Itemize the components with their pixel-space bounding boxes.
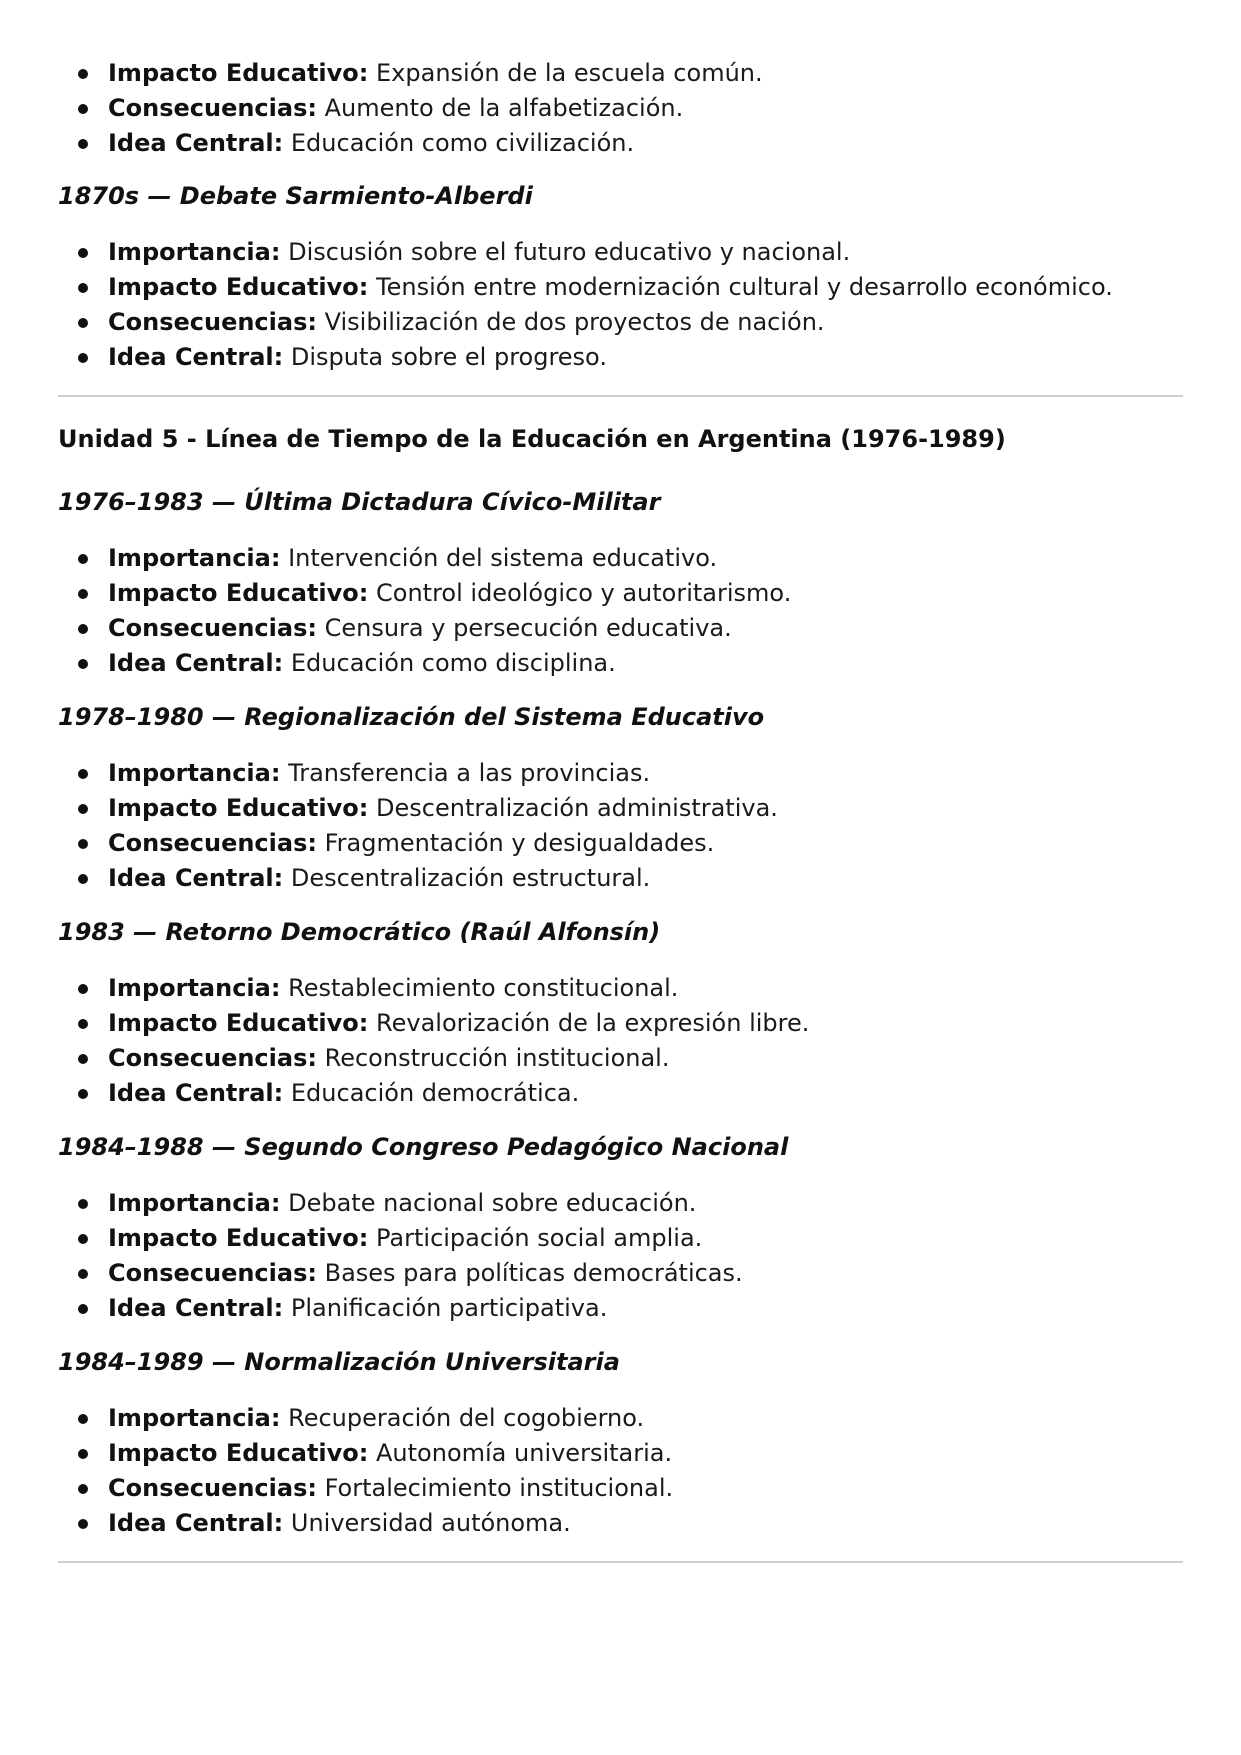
section-heading-1983: 1983 — Retorno Democrático (Raúl Alfonsín) bbox=[58, 918, 661, 946]
item-label: Importancia: bbox=[108, 1404, 281, 1432]
item-text: Bases para políticas democráticas. bbox=[324, 1259, 743, 1287]
list-item bbox=[58, 1471, 1183, 1506]
item-text: Discusión sobre el futuro educativo y nacional. bbox=[288, 238, 851, 266]
list-item bbox=[58, 791, 1183, 826]
item-text: Universidad autónoma. bbox=[290, 1509, 571, 1537]
section-heading-1976: 1976–1983 — Última Dictadura Cívico-Militar bbox=[58, 488, 661, 516]
item-text: Intervención del sistema educativo. bbox=[288, 544, 718, 572]
item-label: Impacto Educativo: bbox=[108, 794, 369, 822]
list-item bbox=[58, 56, 1183, 91]
item-label: Idea Central: bbox=[108, 864, 284, 892]
list-item bbox=[58, 611, 1183, 646]
item-label: Importancia: bbox=[108, 1189, 281, 1217]
item-text: Visibilización de dos proyectos de nación. bbox=[324, 308, 825, 336]
section-heading-1978: 1978–1980 — Regionalización del Sistema Educativo bbox=[58, 703, 765, 731]
list-item bbox=[58, 1401, 1183, 1436]
item-label: Consecuencias: bbox=[108, 1259, 317, 1287]
item-text: Expansión de la escuela común. bbox=[376, 59, 763, 87]
item-text: Reconstrucción institucional. bbox=[324, 1044, 670, 1072]
item-text: Educación democrática. bbox=[290, 1079, 580, 1107]
item-label: Idea Central: bbox=[108, 129, 284, 157]
list-item bbox=[58, 235, 1183, 270]
item-text: Descentralización administrativa. bbox=[376, 794, 778, 822]
item-text: Aumento de la alfabetización. bbox=[324, 94, 684, 122]
item-label: Consecuencias: bbox=[108, 1044, 317, 1072]
item-text: Educación como civilización. bbox=[290, 129, 635, 157]
item-text: Debate nacional sobre educación. bbox=[288, 1189, 697, 1217]
item-label: Impacto Educativo: bbox=[108, 1224, 369, 1252]
list-item bbox=[58, 576, 1183, 611]
section-list-1984-1988 bbox=[58, 1186, 1183, 1326]
list-item bbox=[58, 126, 1183, 161]
item-label: Idea Central: bbox=[108, 1079, 284, 1107]
item-text: Fortalecimiento institucional. bbox=[324, 1474, 674, 1502]
list-item bbox=[58, 1076, 1183, 1111]
list-item bbox=[58, 1256, 1183, 1291]
list-item bbox=[58, 1291, 1183, 1326]
list-item bbox=[58, 861, 1183, 896]
list-item bbox=[58, 1186, 1183, 1221]
item-label: Consecuencias: bbox=[108, 308, 317, 336]
list-item bbox=[58, 541, 1183, 576]
list-item bbox=[58, 646, 1183, 681]
item-text: Recuperación del cogobierno. bbox=[288, 1404, 645, 1432]
item-text: Control ideológico y autoritarismo. bbox=[376, 579, 792, 607]
item-text: Autonomía universitaria. bbox=[376, 1439, 673, 1467]
item-label: Consecuencias: bbox=[108, 614, 317, 642]
item-text: Disputa sobre el progreso. bbox=[290, 343, 607, 371]
item-text: Participación social amplia. bbox=[376, 1224, 703, 1252]
item-text: Descentralización estructural. bbox=[290, 864, 651, 892]
list-item bbox=[58, 1221, 1183, 1256]
item-text: Transferencia a las provincias. bbox=[288, 759, 651, 787]
item-label: Idea Central: bbox=[108, 343, 284, 371]
item-text: Fragmentación y desigualdades. bbox=[324, 829, 715, 857]
section-heading-1870s: 1870s — Debate Sarmiento-Alberdi bbox=[58, 182, 533, 210]
section-list-1984-1989 bbox=[58, 1401, 1183, 1541]
list-item bbox=[58, 1041, 1183, 1076]
item-label: Importancia: bbox=[108, 238, 281, 266]
item-text: Planificación participativa. bbox=[290, 1294, 608, 1322]
list-item bbox=[58, 756, 1183, 791]
carryover-list bbox=[58, 56, 1183, 161]
section-heading-1984-1988: 1984–1988 — Segundo Congreso Pedagógico Nacional bbox=[58, 1133, 789, 1161]
item-label: Consecuencias: bbox=[108, 1474, 317, 1502]
unit-title: Unidad 5 - Línea de Tiempo de la Educación en Argentina (1976-1989) bbox=[58, 425, 1006, 453]
section-heading-1984-1989: 1984–1989 — Normalización Universitaria bbox=[58, 1348, 620, 1376]
list-item bbox=[58, 1006, 1183, 1041]
section-list-1870s bbox=[58, 235, 1183, 375]
list-item bbox=[58, 971, 1183, 1006]
item-label: Impacto Educativo: bbox=[108, 273, 369, 301]
item-text: Revalorización de la expresión libre. bbox=[376, 1009, 810, 1037]
item-text: Restablecimiento constitucional. bbox=[288, 974, 679, 1002]
item-label: Impacto Educativo: bbox=[108, 579, 369, 607]
list-item bbox=[58, 1436, 1183, 1471]
item-label: Importancia: bbox=[108, 759, 281, 787]
list-item bbox=[58, 826, 1183, 861]
item-text: Tensión entre modernización cultural y desarrollo económico. bbox=[376, 273, 1113, 301]
item-text: Censura y persecución educativa. bbox=[324, 614, 732, 642]
horizontal-rule bbox=[58, 395, 1183, 397]
horizontal-rule bbox=[58, 1561, 1183, 1563]
list-item bbox=[58, 340, 1183, 375]
item-label: Impacto Educativo: bbox=[108, 1439, 369, 1467]
item-label: Impacto Educativo: bbox=[108, 59, 369, 87]
section-list-1983 bbox=[58, 971, 1183, 1111]
item-label: Importancia: bbox=[108, 544, 281, 572]
item-label: Importancia: bbox=[108, 974, 281, 1002]
list-item bbox=[58, 270, 1183, 305]
document-page bbox=[58, 56, 1183, 1563]
item-label: Consecuencias: bbox=[108, 94, 317, 122]
item-label: Idea Central: bbox=[108, 649, 284, 677]
list-item bbox=[58, 305, 1183, 340]
list-item bbox=[58, 91, 1183, 126]
section-list-1976 bbox=[58, 541, 1183, 681]
list-item bbox=[58, 1506, 1183, 1541]
item-label: Consecuencias: bbox=[108, 829, 317, 857]
section-list-1978 bbox=[58, 756, 1183, 896]
item-label: Idea Central: bbox=[108, 1294, 284, 1322]
item-label: Impacto Educativo: bbox=[108, 1009, 369, 1037]
item-label: Idea Central: bbox=[108, 1509, 284, 1537]
item-text: Educación como disciplina. bbox=[290, 649, 616, 677]
